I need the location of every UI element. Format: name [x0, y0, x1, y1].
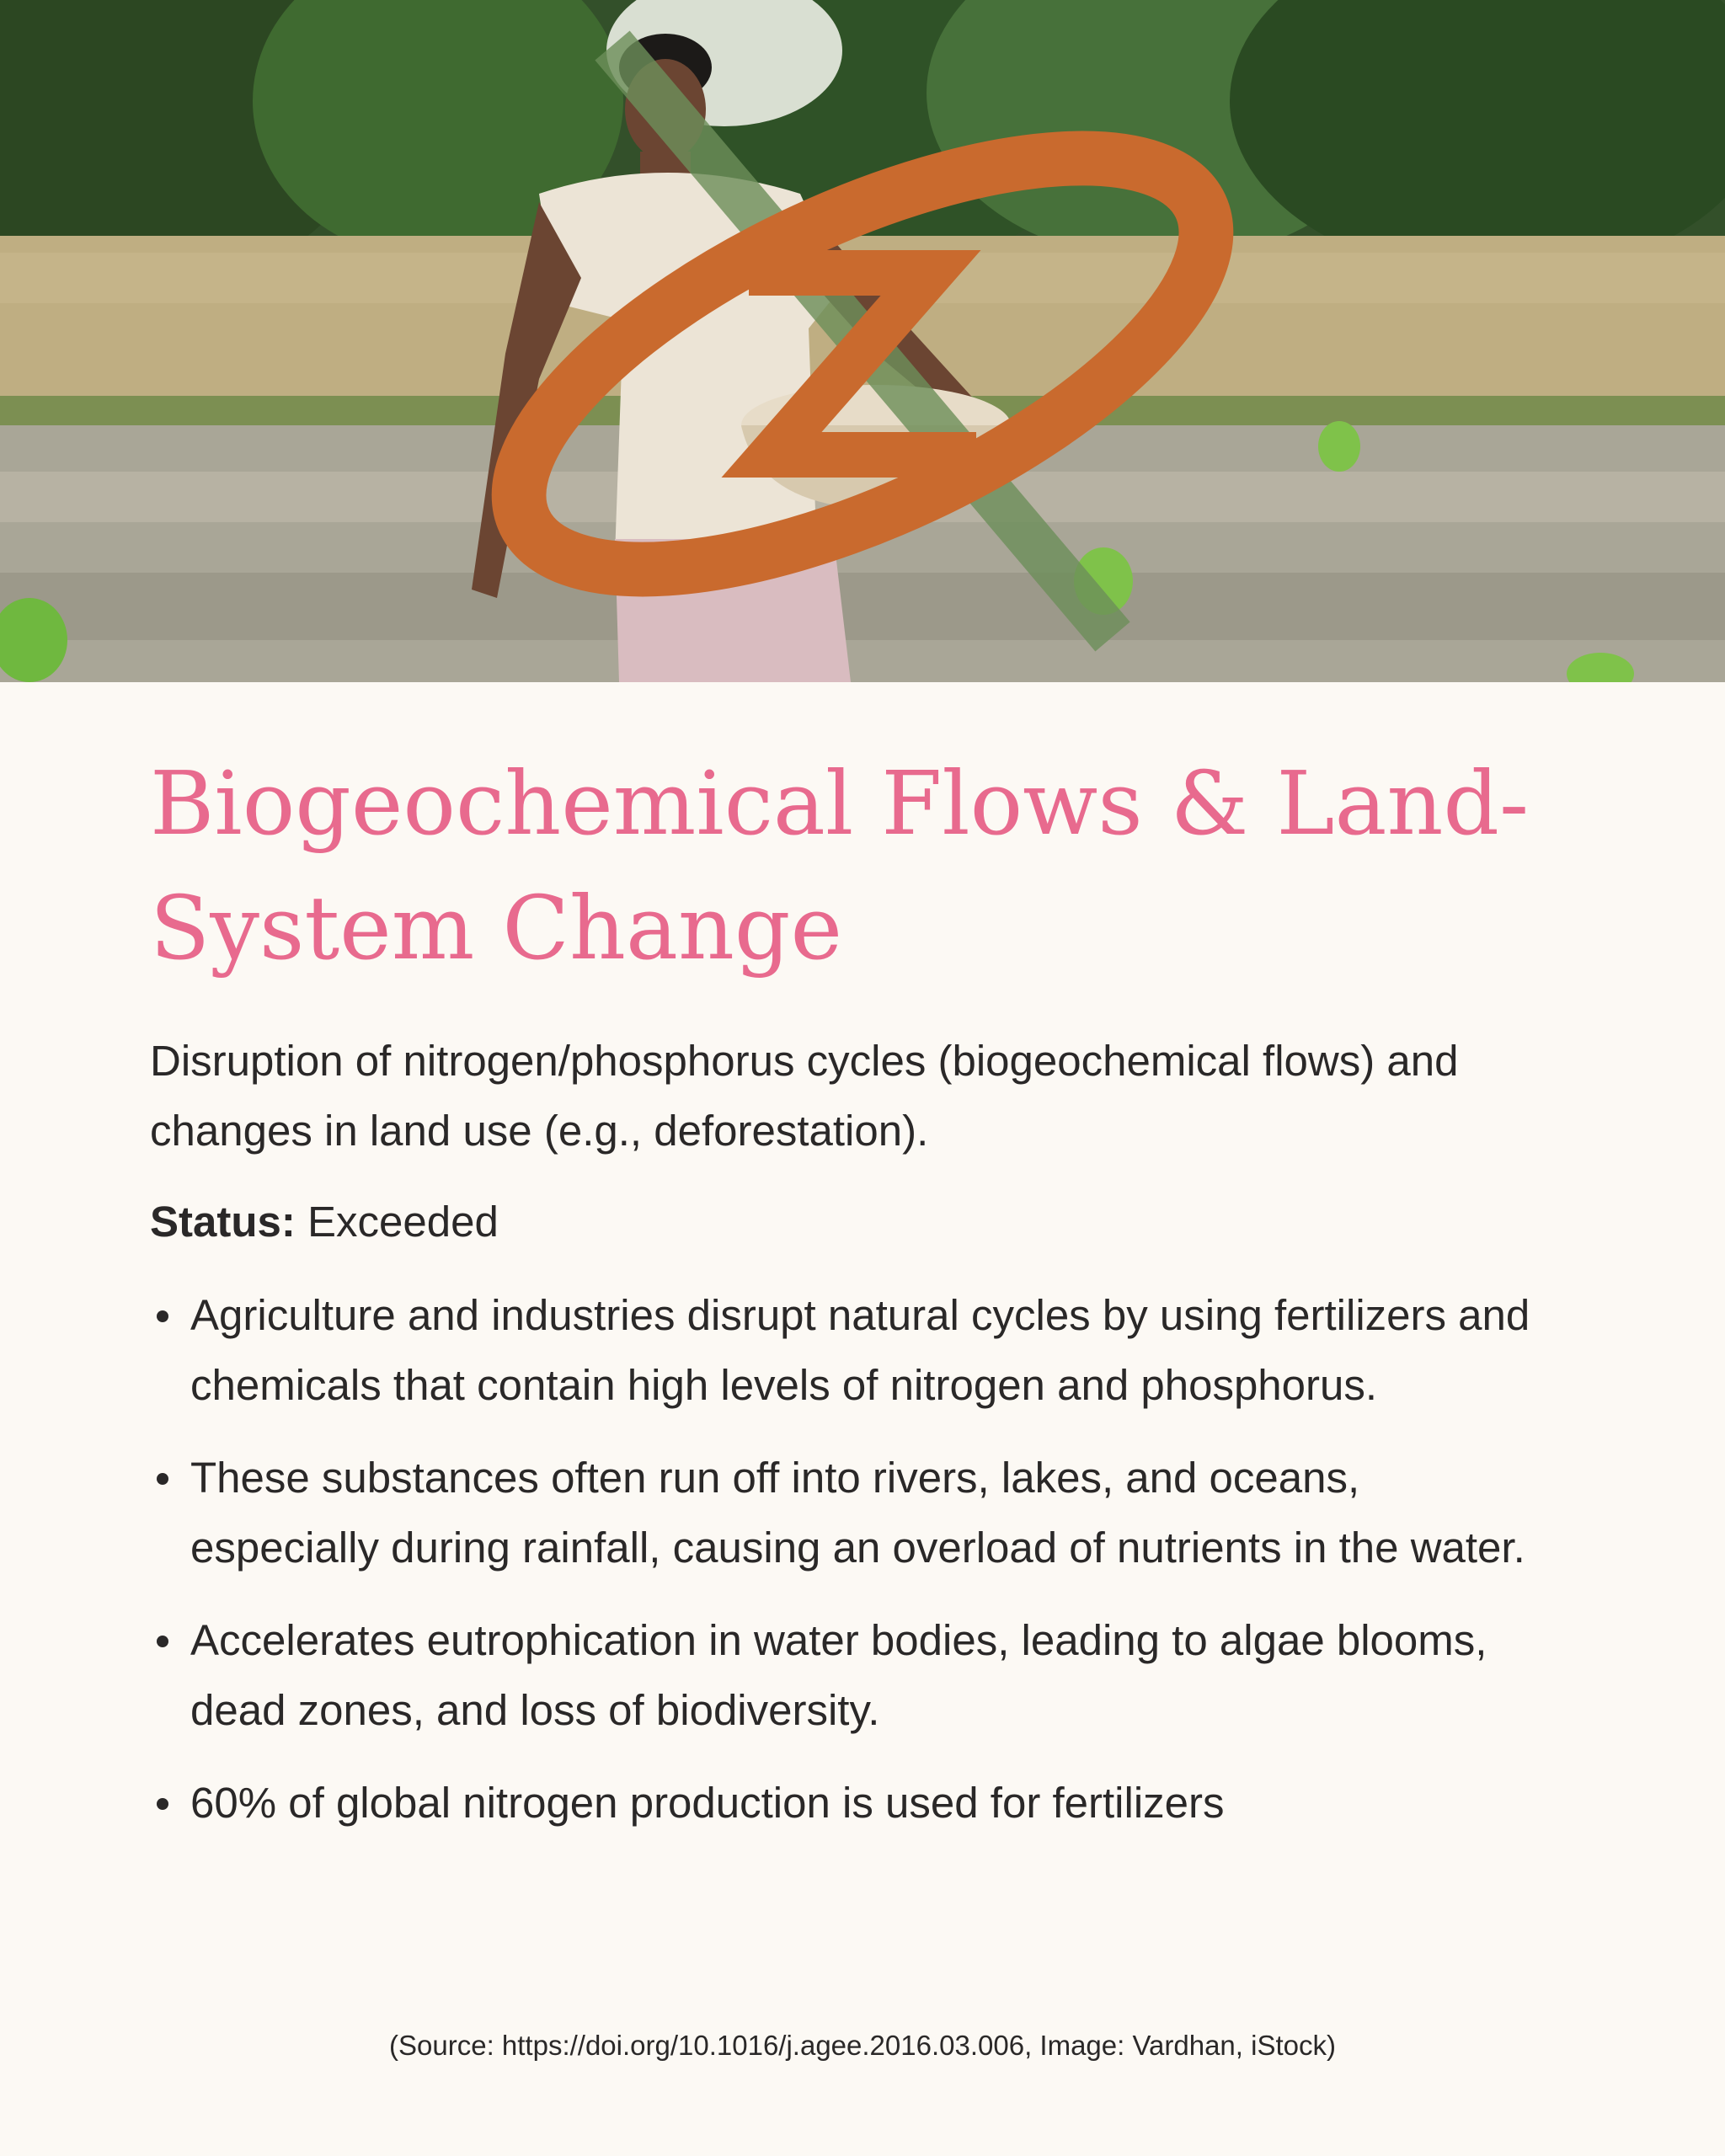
- bullet-list: [150, 1280, 1531, 1860]
- list-item: 60% of global nitrogen production is used for fertilizers: [150, 1768, 1531, 1838]
- list-item: These substances often run off into rivers, lakes, and oceans, especially during rainfall, causing an overload of nutrients in the water.: [150, 1443, 1531, 1582]
- source-citation: (Source: https://doi.org/10.1016/j.agee.2016.03.006, Image: Vardhan, iStock): [389, 2030, 1336, 2061]
- list-item: Agriculture and industries disrupt natural cycles by using fertilizers and chemicals that contain high levels of nitrogen and phosphorus.: [150, 1280, 1531, 1420]
- status-line: [150, 1188, 499, 1256]
- list-item: Accelerates eutrophication in water bodies, leading to algae blooms, dead zones, and loss of biodiversity.: [150, 1605, 1531, 1745]
- page-title: Biogeochemical Flows & Land-System Change: [150, 752, 1530, 979]
- hero-photo: [0, 0, 1725, 682]
- status-label: Status:: [150, 1198, 296, 1246]
- status-value: Exceeded: [307, 1198, 499, 1246]
- orbit-logo-icon: [0, 0, 1725, 682]
- intro-paragraph: Disruption of nitrogen/phosphorus cycles (biogeochemical flows) and changes in land use (e.g., deforestation).: [150, 1037, 1459, 1155]
